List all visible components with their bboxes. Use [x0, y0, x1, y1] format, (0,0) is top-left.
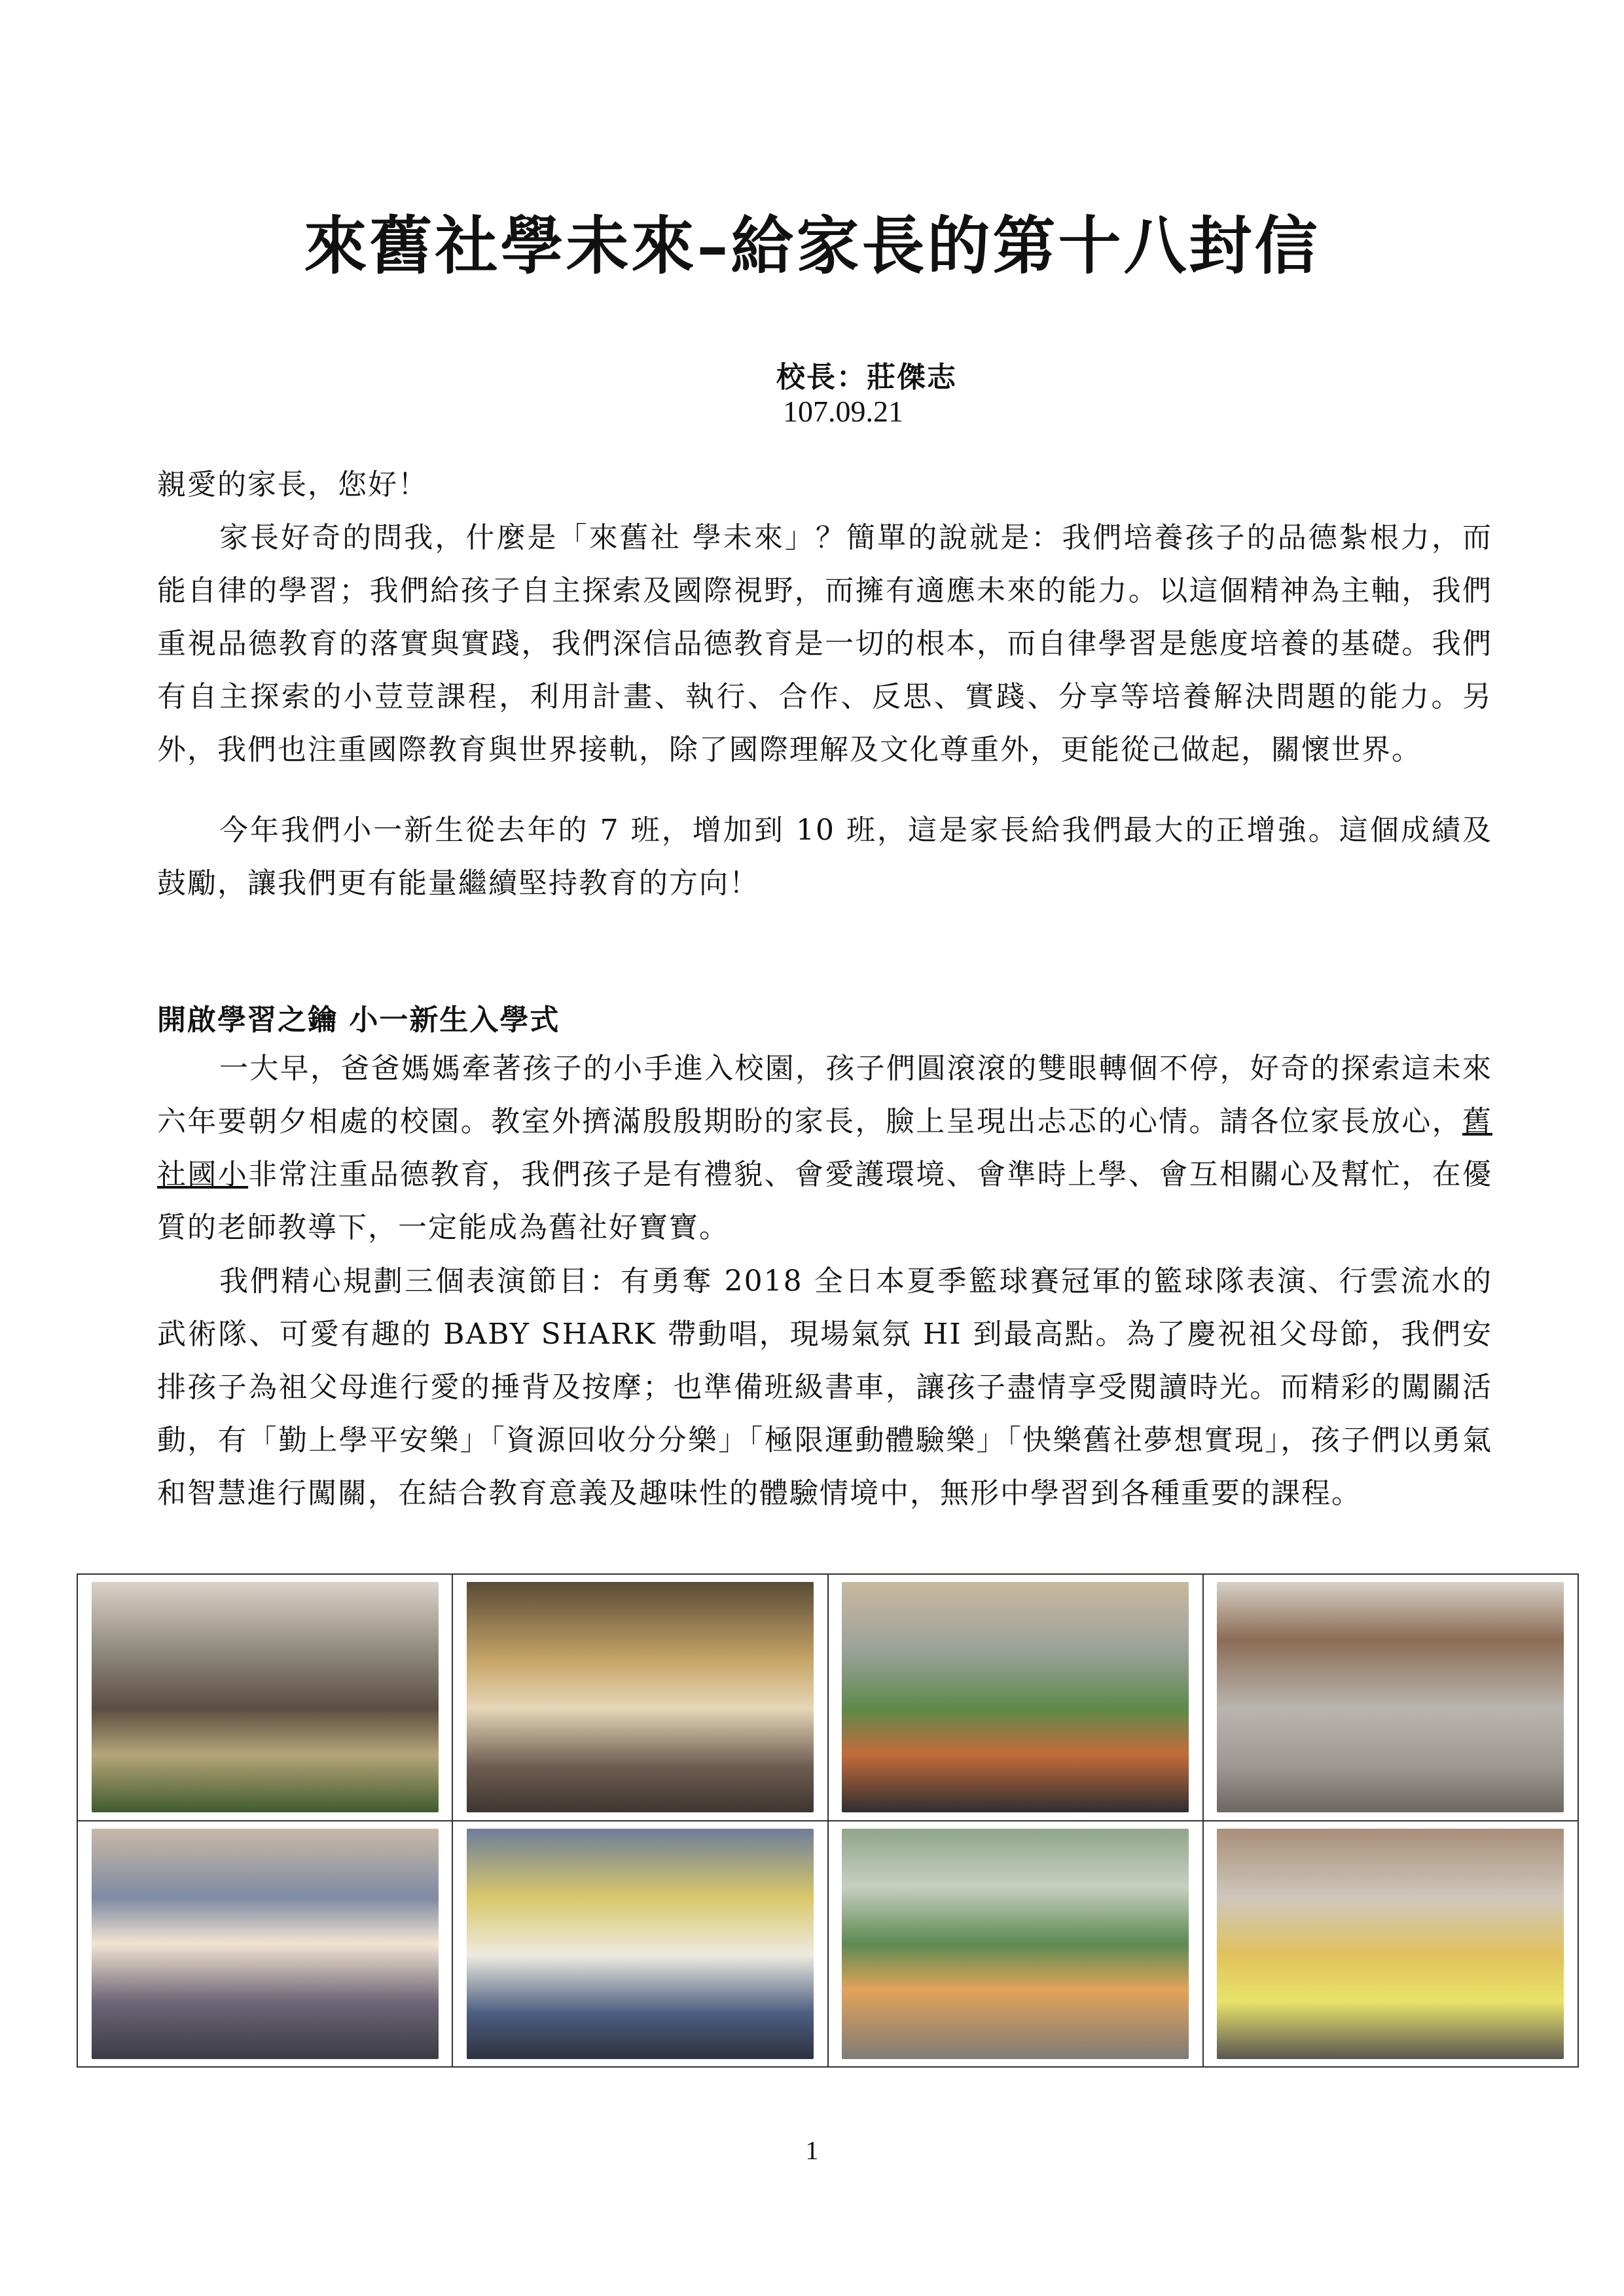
photo-reading-books — [467, 1829, 814, 2059]
orientation-text-start: 一大早，爸爸媽媽牽著孩子的小手進入校園，孩子們圓滾滾的雙眼轉個不停，好奇的探索這未來六年要朝夕相處的校園。教室外擠滿殷殷期盼的家長，臉上呈現出忐忑的心情。請各位家長放心， — [157, 1052, 1492, 1138]
photo-cell — [77, 1821, 452, 2068]
page-number: 1 — [805, 2136, 819, 2165]
photo-dream-station — [1217, 1829, 1564, 2059]
photo-row — [77, 1821, 1578, 2068]
photo-cell — [77, 1574, 452, 1821]
letter-date: 107.09.21 — [783, 395, 903, 428]
photo-cell — [828, 1821, 1203, 2068]
photo-row — [77, 1574, 1578, 1821]
photo-cell — [1203, 1574, 1578, 1821]
school-name-link: 舊社國小 — [157, 1105, 1492, 1191]
photo-hoop-course — [1217, 1582, 1564, 1812]
photo-principal-with-kids — [92, 1829, 439, 2059]
photo-cell — [452, 1574, 827, 1821]
photo-group-stage — [467, 1582, 814, 1812]
orientation-text-end: 非常注重品德教育，我們孩子是有禮貌、會愛護環境、會準時上學、會互相關心及幫忙，在優質的老師教導下，一定能成為舊社好寶寶。 — [157, 1158, 1493, 1244]
photo-recycling-station — [842, 1582, 1189, 1812]
author-line: 校長：莊傑志 — [776, 361, 957, 394]
photo-safety-crossing — [842, 1829, 1189, 2059]
page-title: 來舊社學未來–給家長的第十八封信 — [304, 209, 1320, 283]
photo-cell — [452, 1821, 827, 2068]
activities-paragraph: 我們精心規劃三個表演節目：有勇奪 2018 全日本夏季籃球賽冠軍的籃球隊表演、行雲流水的武術隊、可愛有趣的 BABY SHARK 帶動唱，現場氣氛 HI 到最高點。為了慶祝祖父母節，我們安排孩子為祖父母進行愛的捶背及按摩；也準備班級書車，讓孩子盡情享受閱讀時光。而精彩的闖關活動，有「勤上學平安樂」「資源回收分分樂」「極限運動體驗樂」「快樂舊社夢想實現」，孩子們以勇氣和智慧進行闖關，在結合教育意義及趣味性的體驗情境中，無形中學習到各種重要的課程。 — [157, 1265, 1492, 1510]
section-heading: 開啟學習之鑰 小一新生入學式 — [157, 1003, 560, 1037]
photo-grid — [77, 1573, 1579, 2068]
intro-paragraph: 家長好奇的問我，什麼是「來舊社 學未來」？簡單的說就是：我們培養孩子的品德紮根力，而能自律的學習；我們給孩子自主探索及國際視野，而擁有適應未來的能力。以這個精神為主軸，我們重視品德教育的落實與實踐，我們深信品德教育是一切的根本，而自律學習是態度培養的基礎。我們有自主探索的小荳荳課程，利用計畫、執行、合作、反思、實踐、分享等培養解決問題的能力。另外，我們也注重國際教育與世界接軌，除了國際理解及文化尊重外，更能從己做起，關懷世界。 — [157, 521, 1492, 766]
greeting: 親愛的家長，您好！ — [157, 468, 428, 501]
enrollment-paragraph: 今年我們小一新生從去年的 7 班，增加到 10 班，這是家長給我們最大的正增強。這個成績及鼓勵，讓我們更有能量繼續堅持教育的方向！ — [157, 814, 1492, 900]
photo-assembly-hall — [92, 1582, 439, 1812]
photo-cell — [1203, 1821, 1578, 2068]
photo-cell — [828, 1574, 1203, 1821]
orientation-paragraph — [157, 1042, 1492, 1254]
